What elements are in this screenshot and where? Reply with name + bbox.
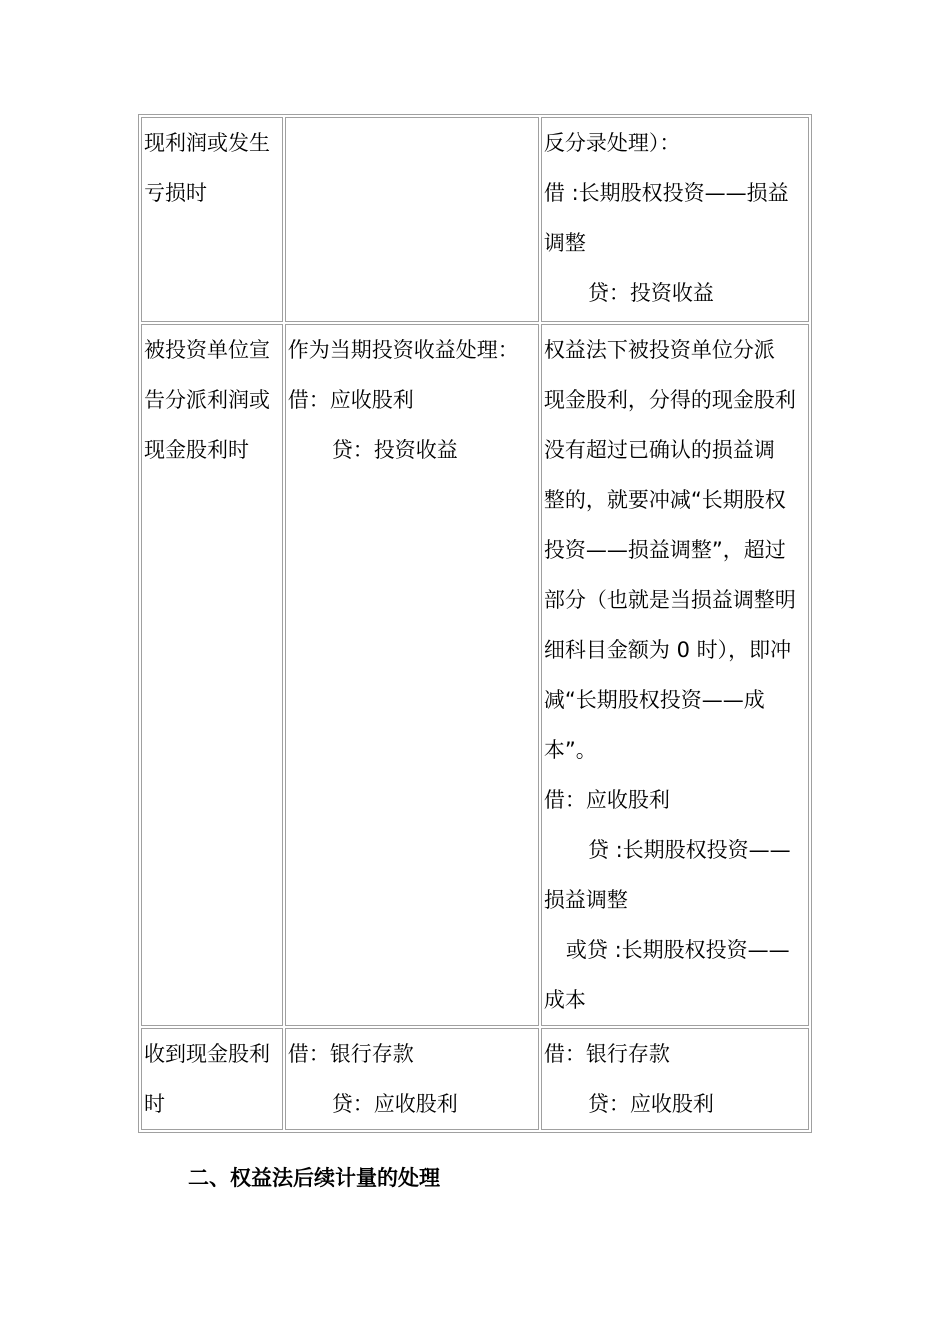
cell-text: 贷：投资收益 <box>587 281 714 305</box>
cell-text: 现金股利，分得的现金股利 <box>543 388 796 412</box>
cell-text: 借 :长期股权投资——损益 <box>543 181 789 205</box>
cell-text: 或贷 :长期股权投资—— <box>565 938 790 962</box>
cell-text: 细科目金额为 0 时），即冲 <box>543 638 792 662</box>
cell-text: 反分录处理）： <box>543 131 681 155</box>
accounting-table <box>138 114 812 1133</box>
table-row <box>141 1028 809 1130</box>
cell-text: 权益法下被投资单位分派 <box>543 338 775 362</box>
cell-text: 借：银行存款 <box>543 1042 670 1066</box>
cell-text: 没有超过已确认的损益调 <box>543 438 775 462</box>
cell-text: 借：银行存款 <box>287 1042 414 1066</box>
table-cell <box>541 1028 809 1130</box>
cell-text: 本”。 <box>543 738 597 762</box>
cell-text: 整的，就要冲减“长期股权 <box>543 488 786 512</box>
cell-text: 贷 :长期股权投资—— <box>587 838 791 862</box>
cell-text: 贷：应收股利 <box>587 1092 714 1116</box>
cell-text: 投资——损益调整”，超过 <box>543 538 786 562</box>
table-cell <box>285 324 539 1026</box>
cell-text: 现利润或发生 <box>144 131 270 155</box>
table-cell <box>541 117 809 322</box>
cell-text: 调整 <box>543 231 586 255</box>
cell-text: 贷：投资收益 <box>331 438 458 462</box>
cell-text: 告分派利润或 <box>144 388 270 412</box>
table-cell <box>285 117 539 322</box>
cell-text: 作为当期投资收益处理： <box>287 338 519 362</box>
table-cell <box>285 1028 539 1130</box>
cell-text: 亏损时 <box>144 181 207 205</box>
cell-text: 部分（也就是当损益调整明 <box>543 588 796 612</box>
cell-text: 贷：应收股利 <box>331 1092 458 1116</box>
table-cell <box>141 1028 283 1130</box>
cell-text: 借：应收股利 <box>287 388 414 412</box>
cell-text: 时 <box>144 1092 165 1116</box>
cell-text: 损益调整 <box>543 888 628 912</box>
table-row <box>141 117 809 322</box>
table-row <box>141 324 809 1026</box>
cell-text: 借：应收股利 <box>543 788 670 812</box>
cell-text: 现金股利时 <box>144 438 249 462</box>
cell-text: 被投资单位宣 <box>144 338 270 362</box>
cell-text: 成本 <box>543 988 586 1012</box>
table-cell <box>541 324 809 1026</box>
cell-text: 减“长期股权投资——成 <box>543 688 765 712</box>
table-cell <box>141 324 283 1026</box>
table-cell <box>141 117 283 322</box>
section-heading: 二、权益法后续计量的处理 <box>188 1166 440 1190</box>
cell-text: 收到现金股利 <box>144 1042 270 1066</box>
